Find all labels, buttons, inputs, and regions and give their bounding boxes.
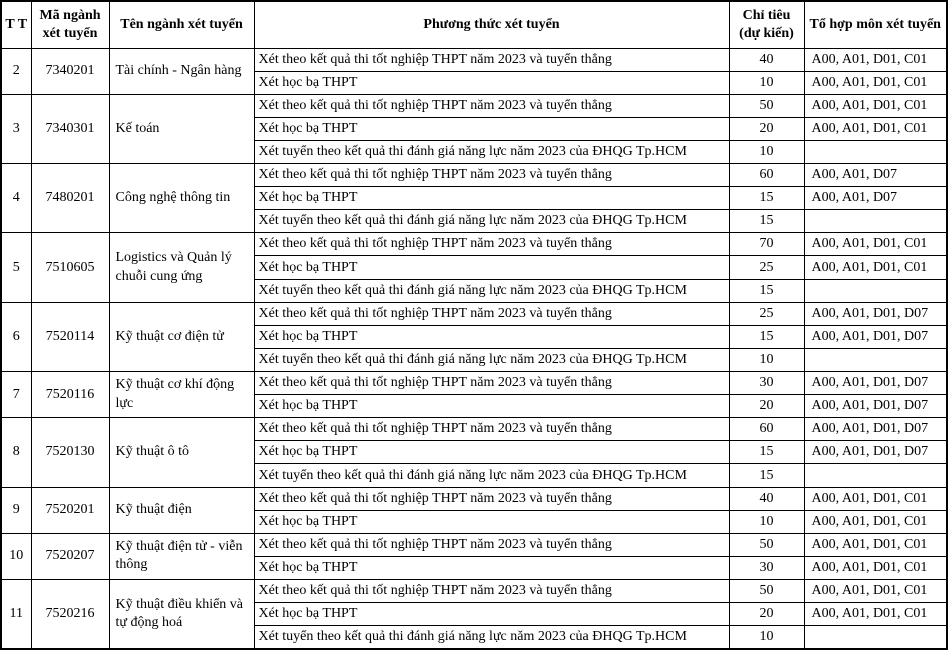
quota-cell: 20 xyxy=(729,395,804,418)
method-cell: Xét theo kết quả thi tốt nghiệp THPT năm 2023 và tuyển thẳng xyxy=(254,164,729,187)
combo-cell: A00, A01, D01, C01 xyxy=(804,71,947,94)
major-code-cell: 7340301 xyxy=(31,94,109,163)
quota-cell: 15 xyxy=(729,279,804,302)
major-code-cell: 7520201 xyxy=(31,487,109,533)
method-cell: Xét theo kết quả thi tốt nghiệp THPT năm 2023 và tuyển thẳng xyxy=(254,372,729,395)
combo-cell: A00, A01, D01, C01 xyxy=(804,580,947,603)
quota-cell: 30 xyxy=(729,556,804,579)
major-code-cell: 7480201 xyxy=(31,164,109,233)
quota-cell: 20 xyxy=(729,117,804,140)
method-cell: Xét học bạ THPT xyxy=(254,441,729,464)
quota-cell: 15 xyxy=(729,441,804,464)
tt-cell: 4 xyxy=(1,164,31,233)
combo-cell: A00, A01, D01, D07 xyxy=(804,395,947,418)
combo-cell: A00, A01, D01, C01 xyxy=(804,510,947,533)
major-name-cell: Kỹ thuật ô tô xyxy=(109,418,254,487)
method-cell: Xét theo kết quả thi tốt nghiệp THPT năm 2023 và tuyển thẳng xyxy=(254,487,729,510)
quota-cell: 60 xyxy=(729,164,804,187)
combo-cell: A00, A01, D07 xyxy=(804,187,947,210)
header-method: Phương thức xét tuyển xyxy=(254,1,729,48)
quota-cell: 15 xyxy=(729,464,804,487)
major-code-cell: 7520130 xyxy=(31,418,109,487)
method-cell: Xét học bạ THPT xyxy=(254,117,729,140)
method-cell: Xét học bạ THPT xyxy=(254,256,729,279)
major-name-cell: Kỹ thuật cơ điện tử xyxy=(109,302,254,371)
tt-cell: 2 xyxy=(1,48,31,94)
table-row xyxy=(1,48,947,71)
combo-cell: A00, A01, D01, C01 xyxy=(804,94,947,117)
major-code-cell: 7520216 xyxy=(31,580,109,649)
combo-cell: A00, A01, D07 xyxy=(804,164,947,187)
method-cell: Xét theo kết quả thi tốt nghiệp THPT năm 2023 và tuyển thẳng xyxy=(254,94,729,117)
combo-cell: A00, A01, D01, C01 xyxy=(804,117,947,140)
table-body xyxy=(1,48,947,649)
major-code-cell: 7520207 xyxy=(31,533,109,579)
table-row xyxy=(1,418,947,441)
combo-cell: A00, A01, D01, C01 xyxy=(804,487,947,510)
combo-cell: A00, A01, D01, C01 xyxy=(804,256,947,279)
method-cell: Xét theo kết quả thi tốt nghiệp THPT năm 2023 và tuyển thẳng xyxy=(254,418,729,441)
method-cell: Xét theo kết quả thi tốt nghiệp THPT năm 2023 và tuyển thẳng xyxy=(254,302,729,325)
table-row xyxy=(1,372,947,395)
quota-cell: 10 xyxy=(729,626,804,649)
method-cell: Xét theo kết quả thi tốt nghiệp THPT năm 2023 và tuyển thẳng xyxy=(254,533,729,556)
table-row xyxy=(1,580,947,603)
combo-cell xyxy=(804,140,947,163)
method-cell: Xét học bạ THPT xyxy=(254,187,729,210)
method-cell: Xét học bạ THPT xyxy=(254,556,729,579)
table-row xyxy=(1,233,947,256)
header-combo: Tổ hợp môn xét tuyển xyxy=(804,1,947,48)
combo-cell: A00, A01, D01, C01 xyxy=(804,603,947,626)
quota-cell: 50 xyxy=(729,580,804,603)
header-major-name: Tên ngành xét tuyển xyxy=(109,1,254,48)
method-cell: Xét theo kết quả thi tốt nghiệp THPT năm 2023 và tuyển thẳng xyxy=(254,48,729,71)
quota-cell: 10 xyxy=(729,348,804,371)
table-row xyxy=(1,302,947,325)
quota-cell: 40 xyxy=(729,487,804,510)
combo-cell: A00, A01, D01, C01 xyxy=(804,556,947,579)
quota-cell: 30 xyxy=(729,372,804,395)
table-row xyxy=(1,533,947,556)
combo-cell: A00, A01, D01, C01 xyxy=(804,533,947,556)
method-cell: Xét tuyển theo kết quả thi đánh giá năng lực năm 2023 của ĐHQG Tp.HCM xyxy=(254,626,729,649)
quota-cell: 20 xyxy=(729,603,804,626)
quota-cell: 25 xyxy=(729,256,804,279)
combo-cell: A00, A01, D01, D07 xyxy=(804,325,947,348)
method-cell: Xét học bạ THPT xyxy=(254,603,729,626)
method-cell: Xét học bạ THPT xyxy=(254,510,729,533)
method-cell: Xét học bạ THPT xyxy=(254,395,729,418)
method-cell: Xét tuyển theo kết quả thi đánh giá năng lực năm 2023 của ĐHQG Tp.HCM xyxy=(254,464,729,487)
method-cell: Xét tuyển theo kết quả thi đánh giá năng lực năm 2023 của ĐHQG Tp.HCM xyxy=(254,140,729,163)
quota-cell: 60 xyxy=(729,418,804,441)
quota-cell: 10 xyxy=(729,140,804,163)
tt-cell: 8 xyxy=(1,418,31,487)
header-tt: T T xyxy=(1,1,31,48)
tt-cell: 9 xyxy=(1,487,31,533)
combo-cell: A00, A01, D01, C01 xyxy=(804,233,947,256)
tt-cell: 11 xyxy=(1,580,31,649)
combo-cell: A00, A01, D01, D07 xyxy=(804,302,947,325)
combo-cell: A00, A01, D01, D07 xyxy=(804,441,947,464)
quota-cell: 15 xyxy=(729,325,804,348)
combo-cell xyxy=(804,210,947,233)
combo-cell xyxy=(804,348,947,371)
tt-cell: 10 xyxy=(1,533,31,579)
tt-cell: 3 xyxy=(1,94,31,163)
major-name-cell: Kỹ thuật điều khiển và tự động hoá xyxy=(109,580,254,649)
combo-cell xyxy=(804,464,947,487)
major-name-cell: Kỹ thuật điện xyxy=(109,487,254,533)
header-row xyxy=(1,1,947,48)
method-cell: Xét học bạ THPT xyxy=(254,325,729,348)
major-code-cell: 7510605 xyxy=(31,233,109,302)
major-code-cell: 7520116 xyxy=(31,372,109,418)
quota-cell: 50 xyxy=(729,533,804,556)
major-name-cell: Tài chính - Ngân hàng xyxy=(109,48,254,94)
tt-cell: 7 xyxy=(1,372,31,418)
table-row xyxy=(1,164,947,187)
combo-cell: A00, A01, D01, D07 xyxy=(804,372,947,395)
quota-cell: 15 xyxy=(729,187,804,210)
table-row xyxy=(1,487,947,510)
major-code-cell: 7340201 xyxy=(31,48,109,94)
major-code-cell: 7520114 xyxy=(31,302,109,371)
quota-cell: 25 xyxy=(729,302,804,325)
table-row xyxy=(1,94,947,117)
method-cell: Xét tuyển theo kết quả thi đánh giá năng lực năm 2023 của ĐHQG Tp.HCM xyxy=(254,348,729,371)
quota-cell: 40 xyxy=(729,48,804,71)
method-cell: Xét tuyển theo kết quả thi đánh giá năng lực năm 2023 của ĐHQG Tp.HCM xyxy=(254,210,729,233)
method-cell: Xét theo kết quả thi tốt nghiệp THPT năm 2023 và tuyển thẳng xyxy=(254,233,729,256)
method-cell: Xét theo kết quả thi tốt nghiệp THPT năm 2023 và tuyển thẳng xyxy=(254,580,729,603)
major-name-cell: Logistics và Quản lý chuỗi cung ứng xyxy=(109,233,254,302)
combo-cell: A00, A01, D01, C01 xyxy=(804,48,947,71)
major-name-cell: Kỹ thuật điện tử - viễn thông xyxy=(109,533,254,579)
major-name-cell: Kế toán xyxy=(109,94,254,163)
quota-cell: 15 xyxy=(729,210,804,233)
combo-cell xyxy=(804,626,947,649)
major-name-cell: Kỹ thuật cơ khí động lực xyxy=(109,372,254,418)
tt-cell: 5 xyxy=(1,233,31,302)
tt-cell: 6 xyxy=(1,302,31,371)
method-cell: Xét học bạ THPT xyxy=(254,71,729,94)
header-quota: Chỉ tiêu (dự kiến) xyxy=(729,1,804,48)
quota-cell: 10 xyxy=(729,510,804,533)
header-major-code: Mã ngành xét tuyển xyxy=(31,1,109,48)
combo-cell: A00, A01, D01, D07 xyxy=(804,418,947,441)
quota-cell: 10 xyxy=(729,71,804,94)
quota-cell: 50 xyxy=(729,94,804,117)
major-name-cell: Công nghệ thông tin xyxy=(109,164,254,233)
combo-cell xyxy=(804,279,947,302)
quota-cell: 70 xyxy=(729,233,804,256)
method-cell: Xét tuyển theo kết quả thi đánh giá năng lực năm 2023 của ĐHQG Tp.HCM xyxy=(254,279,729,302)
